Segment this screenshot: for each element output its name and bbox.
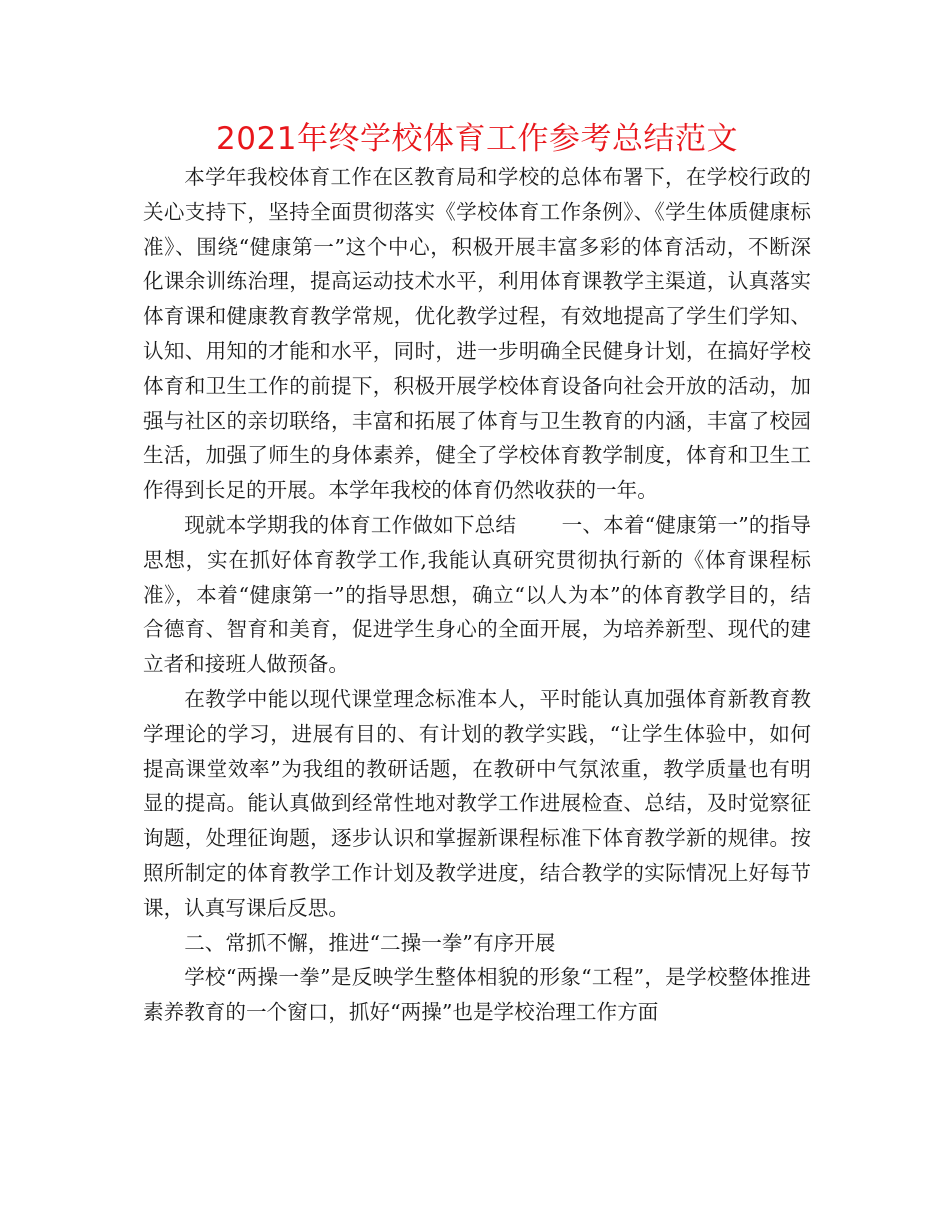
document-title: 2021年终学校体育工作参考总结范文 — [216, 121, 738, 157]
document-body — [143, 160, 811, 1030]
document-page — [143, 118, 811, 1030]
paragraph-exercises: 学校“两操一拳”是反映学生整体相貌的形象“工程”，是学校整体推进素养教育的一个窗口，抓好“两操”也是学校治理工作方面 — [143, 965, 811, 1025]
paragraph-teaching: 在教学中能以现代课堂理念标准本人，平时能认真加强体育新教育教学理论的学习，进展有目的、有计划的教学实践，“让学生体验中，如何提高课堂效率”为我组的教研话题，在教研中气氛浓重，教学质量也有明显的提高。能认真做到经常性地对教学工作进展检查、总结，及时觉察征询题，处理征询题，逐步认识和掌握新课程标准下体育教学新的规律。按照所制定的体育教学工作计划及教学进度，结合教学的实际情况上好每节课，认真写课后反思。 — [143, 686, 811, 920]
paragraph-intro: 本学年我校体育工作在区教育局和学校的总体布署下，在学校行政的关心支持下，坚持全面贯彻落实《学校体育工作条例》、《学生体质健康标准》、围绕“健康第一”这个中心，积极开展丰富多彩的体育活动，不断深化课余训练治理，提高运动技术水平，利用体育课教学主渠道，认真落实体育课和健康教育教学常规，优化教学过程，有效地提高了学生们学知、认知、用知的才能和水平，同时，进一步明确全民健身计划，在搞好学校体育和卫生工作的前提下，积极开展学校体育设备向社会开放的活动，加强与社区的亲切联络，丰富和拓展了体育与卫生教育的内涵，丰富了校园生活，加强了师生的身体素养，健全了学校体育教学制度，体育和卫生工作得到长足的开展。本学年我校的体育仍然收获的一年。 — [143, 165, 811, 503]
paragraph-summary-heading — [143, 508, 811, 682]
section-one-text: 一、本着“健康第一”的指导思想，实在抓好体育教学工作,我能认真研究贯彻执行新的《体育课程标准》，本着“健康第一”的指导思想，确立“以人为本”的体育教学目的，结合德育、智育和美育，促进学生身心的全面开展，为培养新型、现代的建立者和接班人做预备。 — [143, 512, 811, 677]
section-two-heading: 二、常抓不懈，推进“二操一拳”有序开展 — [184, 930, 556, 955]
summary-lead-text: 现就本学期我的体育工作做如下总结 — [184, 512, 517, 537]
